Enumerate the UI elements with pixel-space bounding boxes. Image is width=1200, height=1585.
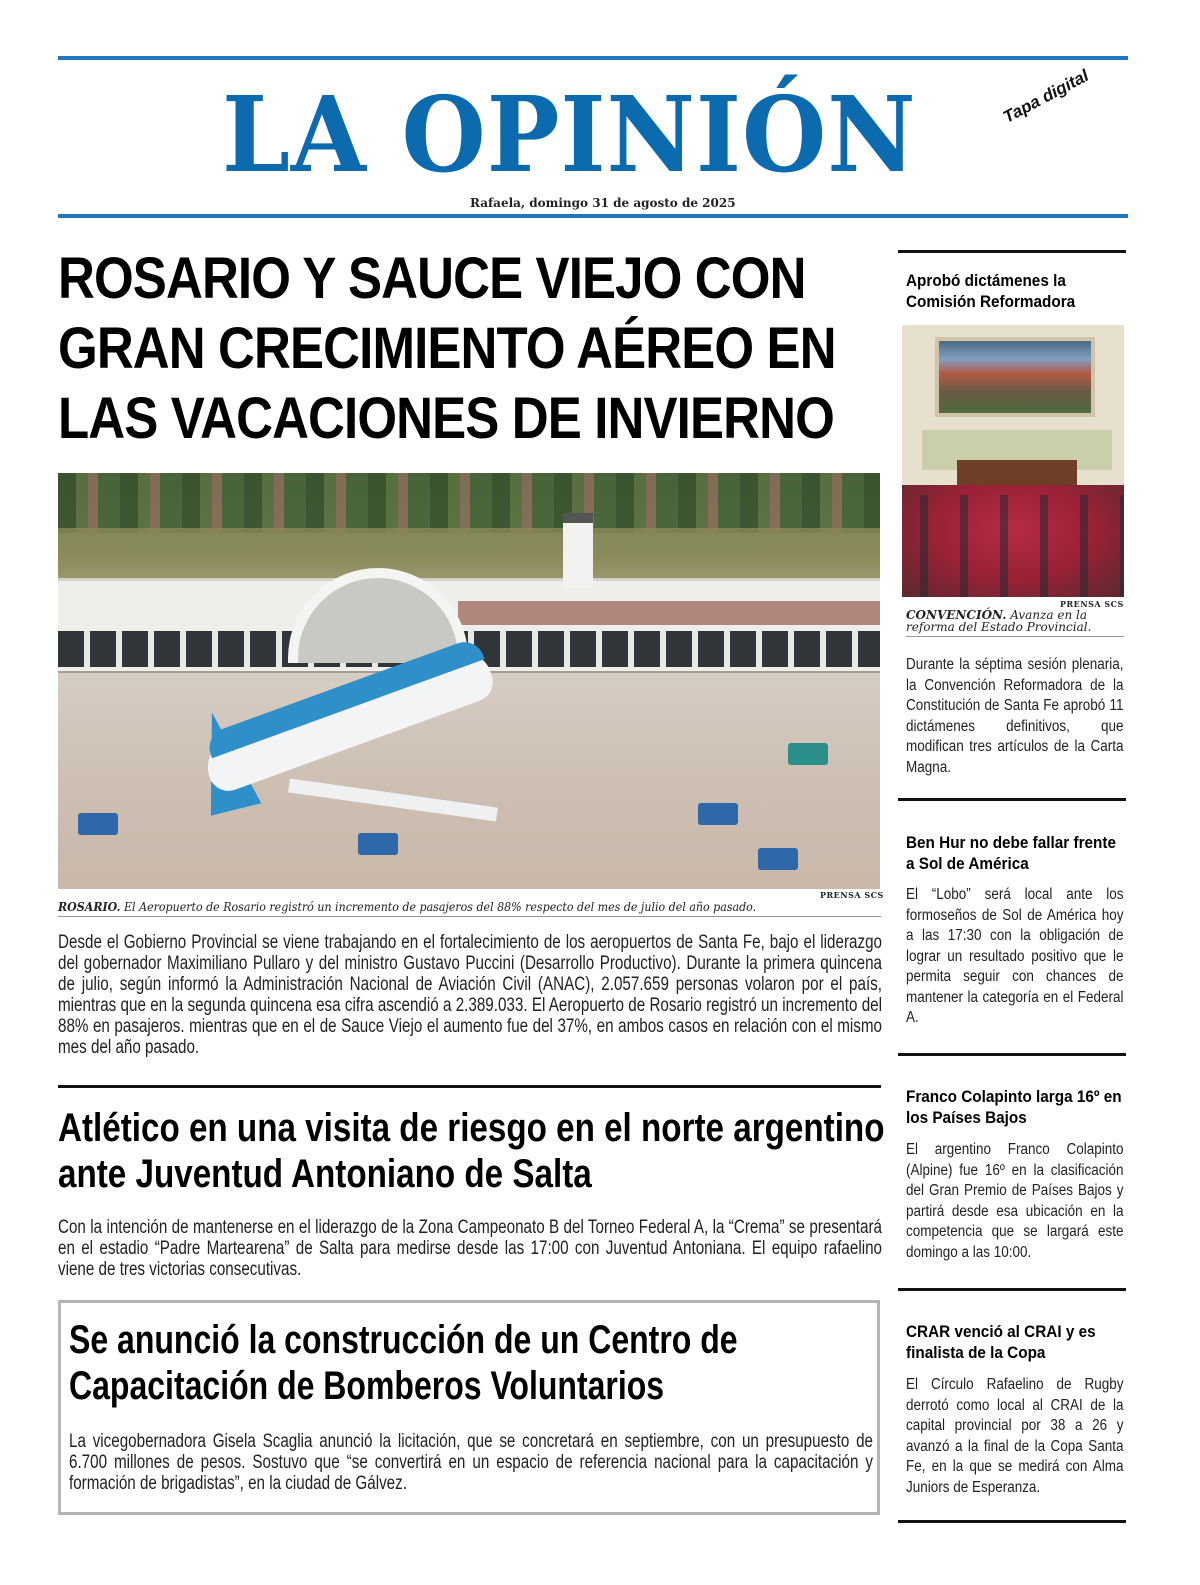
photo-ground-vehicle <box>788 743 828 765</box>
sidebar-item-body: El Círculo Rafaelino de Rugby derrotó como local al CRAI de la capital provincial por 38 a 26 y avanzó a la final de la Copa Santa Fe, en la que se medirá con Alma Juniors de Esperanza. <box>906 1376 1124 1496</box>
photo-ground-vehicle <box>358 833 398 855</box>
photo-apron <box>58 673 880 889</box>
sidebar-item-headline[interactable]: CRAR venció al CRAI y es finalista de la Copa <box>906 1322 1096 1362</box>
sidebar-item-body: El argentino Franco Colapinto (Alpine) fue 16º en la clasificación del Gran Premio de Países Bajos y partirá desde esa ubicación en la competencia que se largará este domingo a las 10:00. <box>906 1141 1124 1261</box>
sidebar-divider <box>898 1053 1126 1056</box>
photo-control-tower <box>563 513 593 588</box>
sidebar-divider <box>898 798 1126 801</box>
dateline: Rafaela, domingo 31 de agosto de 2025 <box>470 196 736 210</box>
photo-ground-vehicle <box>698 803 738 825</box>
caption-text: Avanza en la reforma del Estado Provincial. <box>906 608 1092 634</box>
masthead-top-rule <box>58 56 1128 60</box>
caption-lead: CONVENCIÓN. <box>906 608 1007 622</box>
photo-terminal-band <box>458 601 880 625</box>
story3-box <box>58 1300 880 1515</box>
lead-photo-caption <box>58 900 881 917</box>
tagline-tapa-digital: Tapa digital <box>1000 65 1092 127</box>
sidebar-photo-credit: PRENSA SCS <box>1060 599 1124 609</box>
sidebar-photo-convention[interactable] <box>902 325 1124 597</box>
sidebar-divider <box>898 250 1126 253</box>
masthead-bottom-rule <box>58 214 1128 218</box>
photo-ground-vehicle <box>758 848 798 870</box>
sidebar-item-headline[interactable]: Franco Colapinto larga 16º en los Países Bajos <box>906 1087 1122 1127</box>
photo-trees <box>58 473 880 533</box>
caption-text: El Aeropuerto de Rosario registró un incremento de pasajeros del 88% respecto del mes de julio del año pasado. <box>120 900 757 914</box>
sidebar-item-headline[interactable]: Ben Hur no debe fallar frente a Sol de América <box>906 833 1116 873</box>
story2-headline[interactable]: Atlético en una visita de riesgo en el norte argentino ante Juventud Antoniano de Salta <box>58 1106 885 1196</box>
sidebar-divider <box>898 1288 1126 1291</box>
sidebar-item-headline[interactable]: Aprobó dictámenes la Comisión Reformadora <box>906 271 1076 311</box>
photo-seats <box>902 495 1124 597</box>
sidebar-photo-caption <box>906 609 1124 637</box>
sidebar-divider <box>898 1520 1126 1523</box>
newspaper-logo[interactable]: LA OPINIÓN <box>222 73 917 196</box>
sidebar-item-body: Durante la séptima sesión plenaria, la Convención Reformadora de la Constitución de Santa Fe aprobó 11 dictámenes definitivos, que modifican tres artículos de la Carta Magna. <box>906 656 1124 776</box>
sidebar-item-body: El “Lobo” será local ante los formoseños de Sol de América hoy a las 17:30 con la obligación de lograr un resultado positivo que le permita seguir con chances de mantener la categoría en el Federal A. <box>906 886 1124 1026</box>
section-divider <box>58 1085 881 1088</box>
photo-ground-vehicle <box>78 813 118 835</box>
lead-photo-airport[interactable] <box>58 473 880 889</box>
story2-body: Con la intención de mantenerse en el liderazgo de la Zona Campeonato B del Torneo Federal A, la “Crema” se presentará en el estadio “Padre Martearena” de Salta para medirse desde las 17:00 con Juventud Antoniana. El equipo rafaelino viene de tres victorias consecutivas. <box>58 1217 882 1280</box>
lead-headline[interactable]: ROSARIO Y SAUCE VIEJO CON GRAN CRECIMIENTO AÉREO EN LAS VACACIONES DE INVIERNO <box>58 246 836 451</box>
lead-photo-credit: PRENSA SCS <box>820 890 884 900</box>
caption-lead: ROSARIO. <box>58 900 121 914</box>
photo-mural <box>935 337 1095 417</box>
story3-headline[interactable]: Se anunció la construcción de un Centro de Capacitación de Bomberos Voluntarios <box>69 1318 738 1408</box>
lead-body: Desde el Gobierno Provincial se viene trabajando en el fortalecimiento de los aeropuertos de Santa Fe, bajo el liderazgo del gobernador Maximiliano Pullaro y del ministro Gustavo Puccini (Desarrollo Productivo). Durante la primera quincena de julio, según informó la Administración Nacional de Aviación Civil (ANAC), 2.057.659 personas volaron por el país, mientras que en la segunda quincena esa cifra ascendió a 2.389.033. El Aeropuerto de Rosario registró un incremento del 88% en pasajeros. mientras que en el de Sauce Viejo el aumento fue del 37%, en ambos casos en relación con el mismo mes del año pasado. <box>58 932 882 1058</box>
story3-body: La vicegobernadora Gisela Scaglia anunció la licitación, que se concretará en septiembre, con un presupuesto de 6.700 millones de pesos. Sostuvo que “se convertirá en un espacio de referencia nacional para la capacitación y formación de brigadistas”, en la ciudad de Gálvez. <box>69 1431 873 1494</box>
photo-grass <box>58 528 880 578</box>
